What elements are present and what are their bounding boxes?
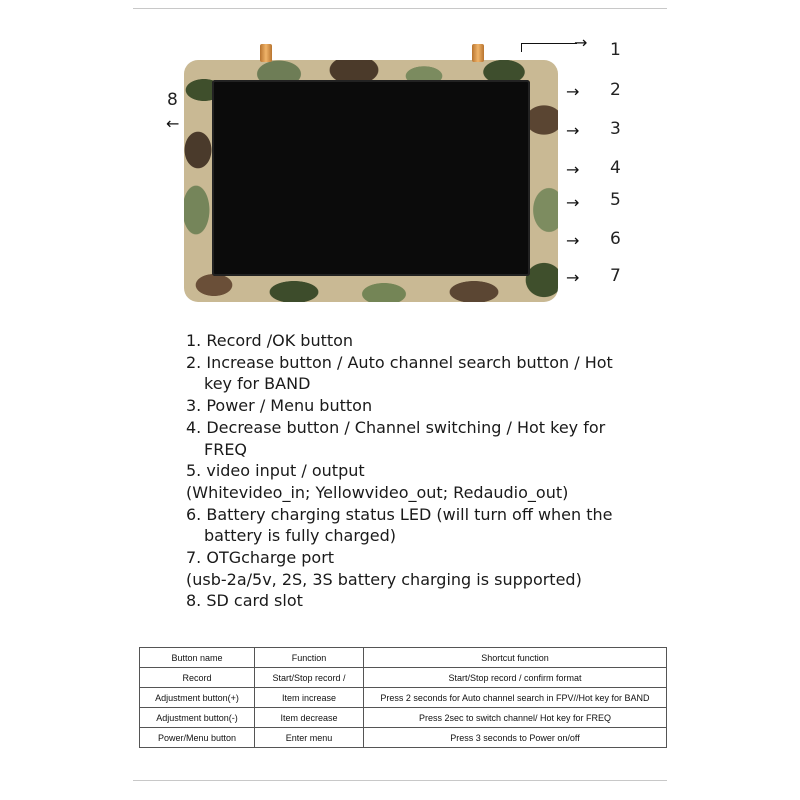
callout-7: 7 (610, 266, 621, 286)
table-cell: Enter menu (255, 728, 364, 748)
list-item: (Whitevideo_in; Yellowvideo_out; Redaudio_out) (186, 482, 569, 502)
table-cell: Press 3 seconds to Power on/off (364, 728, 667, 748)
table-header-cell: Button name (140, 648, 255, 668)
list-item: 2. Increase button / Auto channel search button / Hot (186, 352, 613, 372)
list-item: 5. video input / output (186, 461, 365, 481)
callout-5-arrow-icon: → (566, 193, 580, 212)
table-cell: Start/Stop record / (255, 668, 364, 688)
callout-4: 4 (610, 158, 621, 178)
table-cell: Adjustment button(-) (140, 708, 255, 728)
table-row (140, 688, 667, 708)
table-row (140, 668, 667, 688)
table-header-cell: Function (255, 648, 364, 668)
table-cell: Item decrease (255, 708, 364, 728)
table-row (140, 728, 667, 748)
bottom-divider (133, 780, 667, 781)
callout-6: 6 (610, 229, 621, 249)
list-item: (usb-2a/5v, 2S, 3S battery charging is supported) (186, 569, 582, 589)
table-cell: Record (140, 668, 255, 688)
list-item: 6. Battery charging status LED (will turn off when the (186, 504, 613, 524)
callout-8: 8 (167, 90, 178, 110)
button-function-table (139, 647, 667, 748)
monitor-device-image (184, 60, 558, 302)
list-item: 7. OTGcharge port (186, 548, 335, 568)
callout-4-arrow-icon: → (566, 160, 580, 179)
button-description-list (186, 330, 646, 612)
list-item-continuation: FREQ (204, 439, 248, 459)
antenna-left (260, 44, 272, 62)
callout-6-arrow-icon: → (566, 231, 580, 250)
callout-7-arrow-icon: → (566, 268, 580, 287)
callout-1-arrow-icon: → (574, 33, 588, 52)
table-cell: Press 2 seconds for Auto channel search in FPV//Hot key for BAND (364, 688, 667, 708)
top-divider (133, 8, 667, 9)
callout-8-arrow-icon: ← (166, 114, 180, 133)
table-cell: Power/Menu button (140, 728, 255, 748)
callout-1: 1 (610, 40, 621, 60)
monitor-screen (212, 80, 530, 276)
callout-1-arrow-stem (521, 43, 522, 52)
callout-3-arrow-icon: → (566, 121, 580, 140)
list-item: 3. Power / Menu button (186, 396, 373, 416)
list-item: 4. Decrease button / Channel switching / Hot key for (186, 417, 606, 437)
list-item: 8. SD card slot (186, 591, 303, 611)
table-row (140, 708, 667, 728)
list-item-continuation: key for BAND (204, 374, 311, 394)
table-cell: Start/Stop record / confirm format (364, 668, 667, 688)
callout-2: 2 (610, 80, 621, 100)
callout-1-arrow-line (521, 43, 577, 44)
list-item-continuation: battery is fully charged) (204, 526, 397, 546)
callout-3: 3 (610, 119, 621, 139)
callout-2-arrow-icon: → (566, 82, 580, 101)
list-item: 1. Record /OK button (186, 331, 354, 350)
callout-5: 5 (610, 190, 621, 210)
antenna-right (472, 44, 484, 62)
table-header-cell: Shortcut function (364, 648, 667, 668)
table-header-row (140, 648, 667, 668)
table-cell: Adjustment button(+) (140, 688, 255, 708)
table-cell: Item increase (255, 688, 364, 708)
table-cell: Press 2sec to switch channel/ Hot key for FREQ (364, 708, 667, 728)
